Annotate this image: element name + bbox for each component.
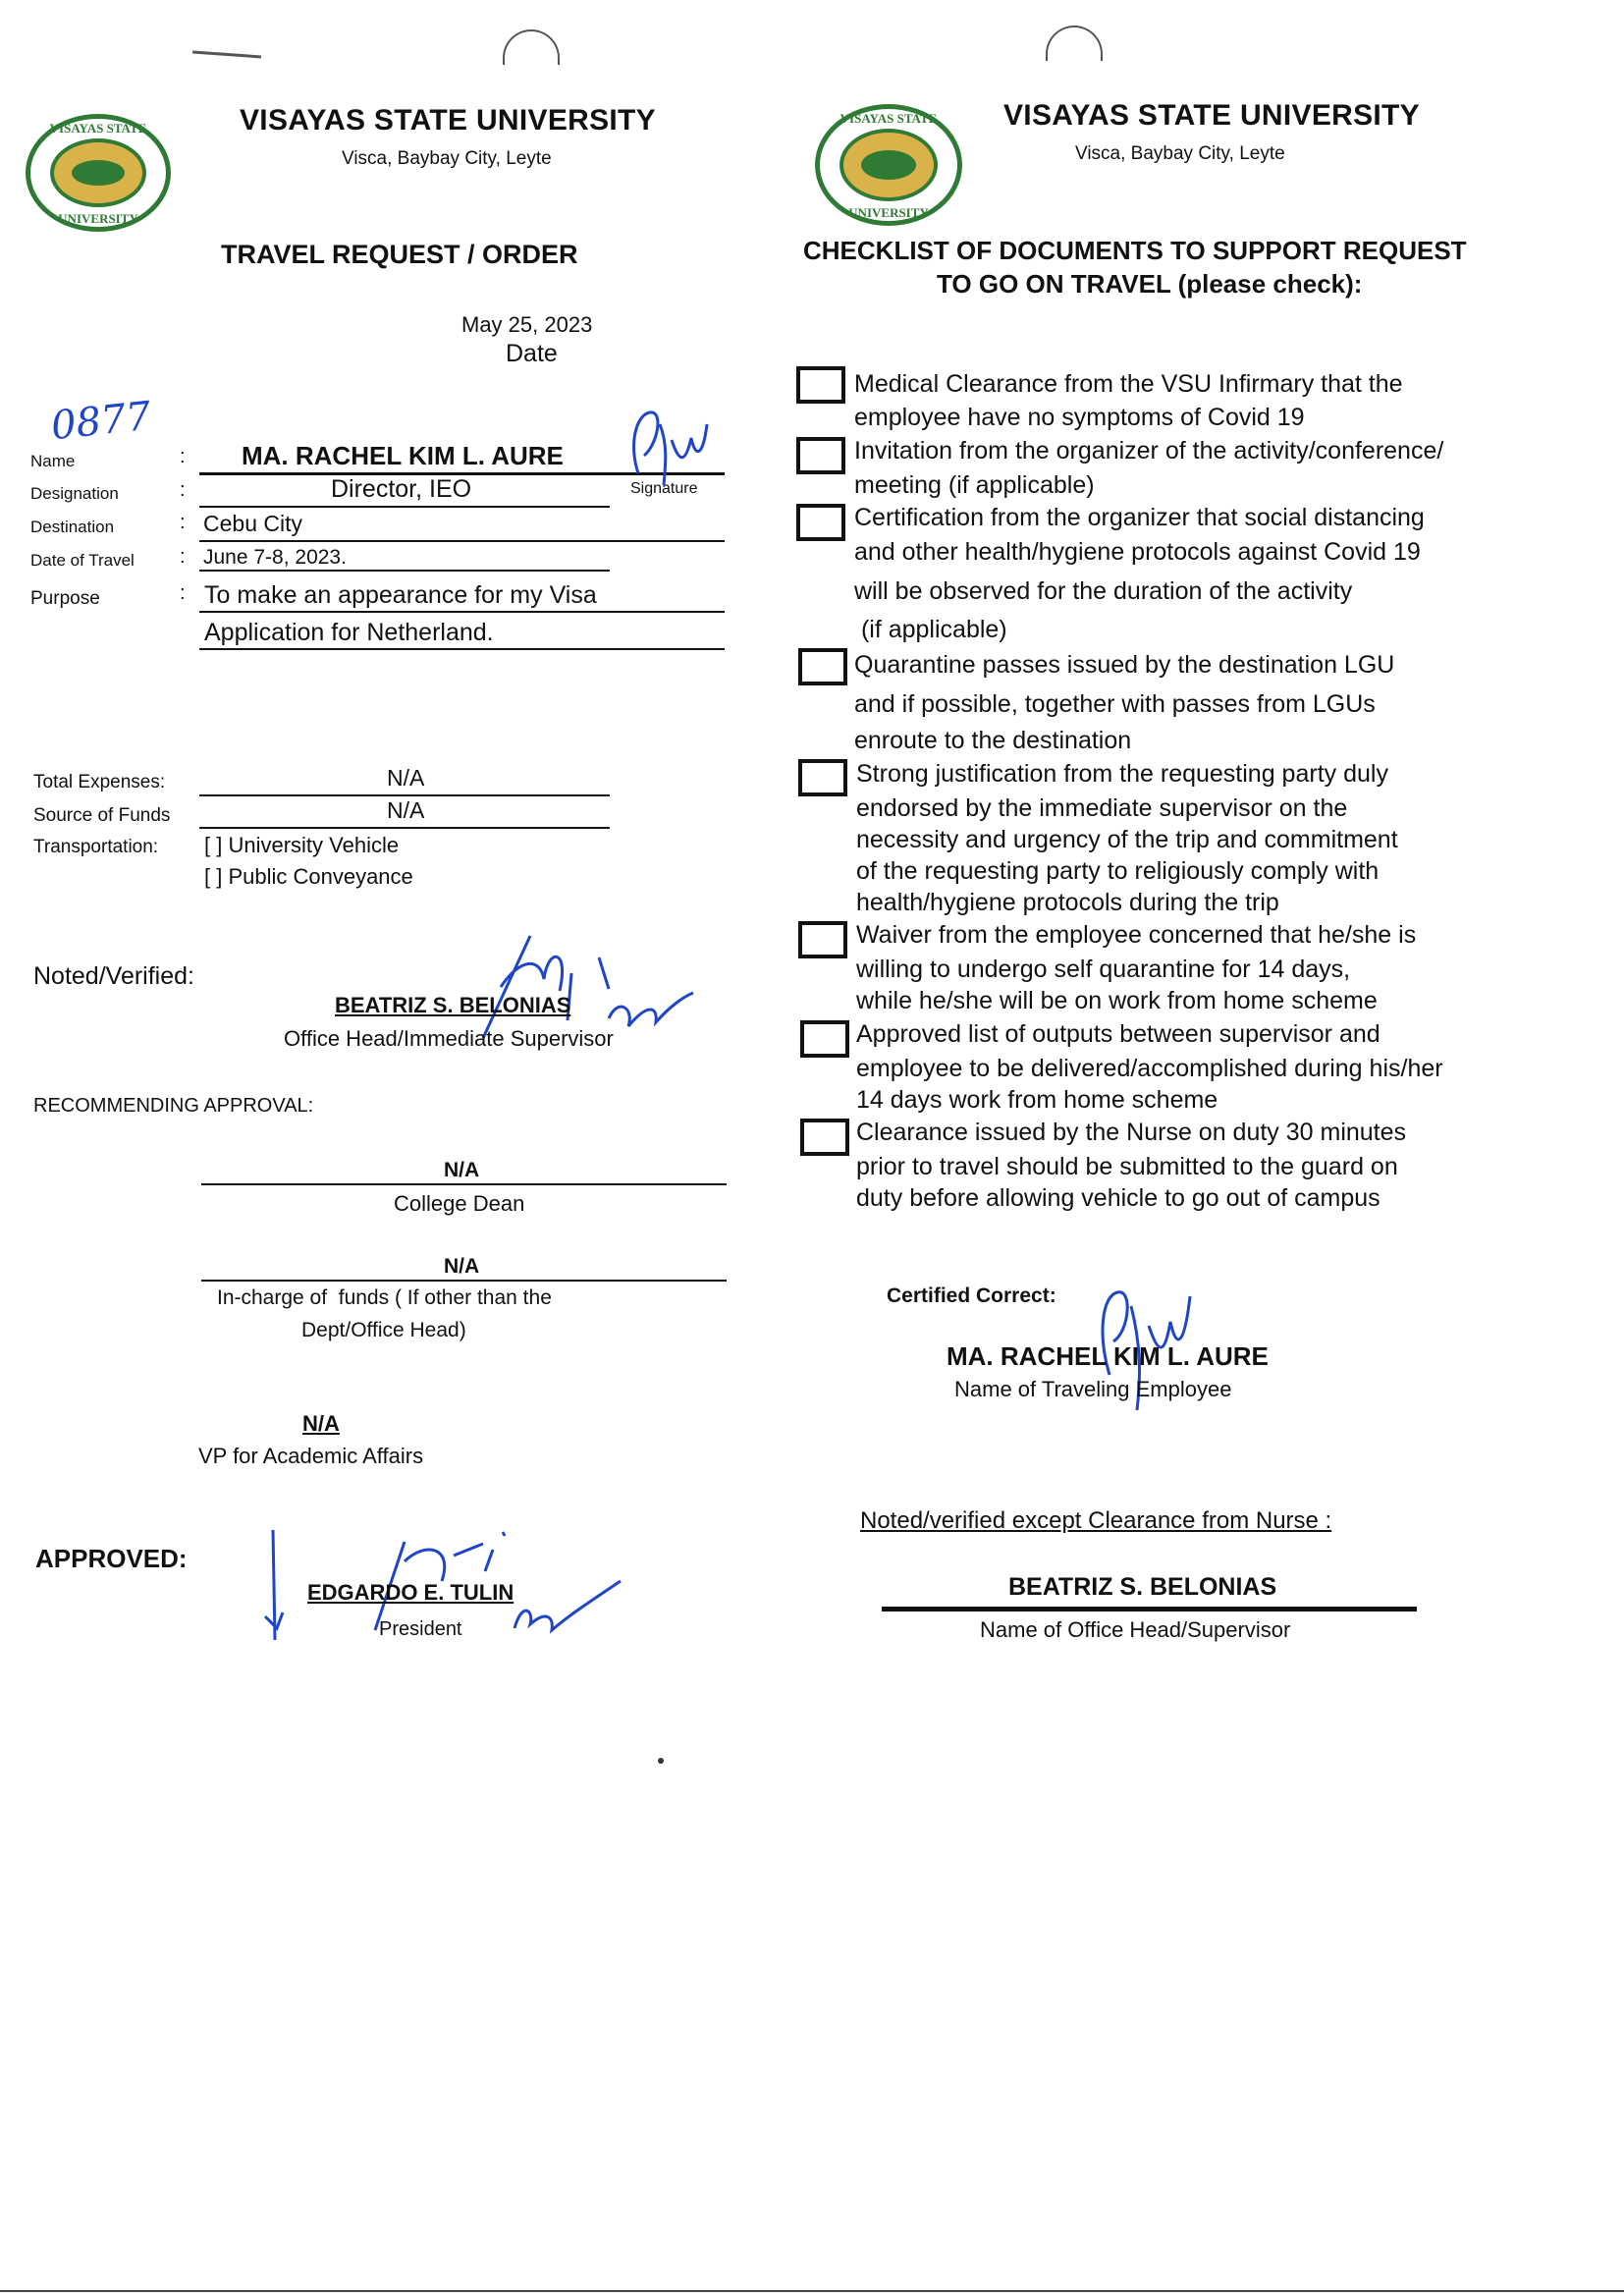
checklist-item-justification-line3: necessity and urgency of the trip and commitment: [856, 826, 1398, 853]
noted-verified-except-label: Noted/verified except Clearance from Nurse :: [860, 1507, 1332, 1534]
checklist-item-quarantine-line1: Quarantine passes issued by the destination LGU: [854, 651, 1395, 679]
checklist-item-medical-line1: Medical Clearance from the VSU Infirmary that the: [854, 370, 1403, 398]
destination-value: Cebu City: [203, 511, 302, 536]
university-name: VISAYAS STATE UNIVERSITY: [240, 104, 656, 137]
checklist-title-line1: CHECKLIST OF DOCUMENTS TO SUPPORT REQUEST: [803, 236, 1467, 265]
seal-top-text: VISAYAS STATE: [839, 111, 938, 126]
checkbox-nurse-clearance[interactable]: [800, 1119, 849, 1156]
checklist-item-waiver-line1: Waiver from the employee concerned that he/she is: [856, 921, 1417, 949]
checklist-item-waiver-line2: willing to undergo self quarantine for 14 days,: [856, 956, 1351, 983]
checklist-item-invitation-line2: meeting (if applicable): [854, 471, 1095, 499]
office-head-name: BEATRIZ S. BELONIAS: [1008, 1573, 1277, 1601]
checklist-item-certification-line1: Certification from the organizer that social distancing: [854, 504, 1425, 531]
university-seal-left: [26, 114, 171, 232]
president-name: EDGARDO E. TULIN: [307, 1580, 514, 1605]
university-name: VISAYAS STATE UNIVERSITY: [1003, 99, 1420, 132]
university-address: Visca, Baybay City, Leyte: [342, 148, 552, 169]
total-expenses-label: Total Expenses:: [33, 772, 166, 792]
colon: :: [180, 512, 186, 533]
transportation-label: Transportation:: [33, 837, 159, 857]
designation-label: Designation: [30, 484, 119, 503]
noted-verified-label: Noted/Verified:: [33, 962, 194, 990]
scan-dot: [658, 1758, 664, 1764]
purpose-line2: Application for Netherland.: [204, 619, 494, 646]
checklist-item-quarantine-line3: enroute to the destination: [854, 727, 1132, 754]
designation-underline: [199, 506, 610, 508]
form-title: TRAVEL REQUEST / ORDER: [221, 240, 578, 269]
approved-label: APPROVED:: [35, 1544, 188, 1573]
checklist-title-line2: TO GO ON TRAVEL (please check):: [937, 269, 1363, 299]
request-date: May 25, 2023: [461, 312, 593, 337]
scan-mark: [192, 51, 261, 59]
total-expenses-value: N/A: [387, 765, 425, 791]
destination-label: Destination: [30, 518, 115, 536]
source-of-funds-value: N/A: [387, 797, 425, 823]
purpose-underline-1: [199, 611, 725, 613]
name-value: MA. RACHEL KIM L. AURE: [242, 441, 564, 470]
transport-option-university-vehicle: [ ] University Vehicle: [204, 833, 400, 857]
colon: :: [180, 479, 186, 501]
handwritten-number: 0877: [48, 393, 153, 450]
checkbox-waiver[interactable]: [798, 921, 847, 958]
signature-label: Signature: [630, 480, 698, 497]
checklist-item-outputs-line3: 14 days work from home scheme: [856, 1086, 1218, 1114]
college-dean-role: College Dean: [394, 1191, 525, 1216]
punch-hole-left: [503, 29, 560, 65]
checkbox-certification[interactable]: [796, 504, 845, 541]
traveling-employee-name: MA. RACHEL KIM L. AURE: [947, 1341, 1269, 1371]
punch-hole-right: [1046, 26, 1103, 61]
checkbox-strong-justification[interactable]: [798, 759, 847, 796]
source-of-funds-underline: [199, 827, 610, 829]
checklist-item-medical-line2: employee have no symptoms of Covid 19: [854, 404, 1305, 431]
checklist-item-nurse-line1: Clearance issued by the Nurse on duty 30 minutes: [856, 1119, 1407, 1146]
checklist-item-justification-line2: endorsed by the immediate supervisor on the: [856, 794, 1348, 822]
seal-bottom-text: UNIVERSITY: [848, 205, 929, 220]
college-dean-value: N/A: [444, 1159, 480, 1181]
colon: :: [180, 582, 186, 604]
date-of-travel-value: June 7-8, 2023.: [203, 546, 347, 569]
checkbox-invitation[interactable]: [796, 437, 845, 474]
certified-correct-label: Certified Correct:: [887, 1284, 1056, 1307]
transport-option-public-conveyance: [ ] Public Conveyance: [204, 864, 413, 889]
president-role: President: [379, 1618, 462, 1640]
checklist-item-waiver-line3: while he/she will be on work from home scheme: [856, 987, 1378, 1014]
checklist-item-nurse-line2: prior to travel should be submitted to the guard on: [856, 1153, 1398, 1180]
checkbox-medical-clearance[interactable]: [796, 366, 845, 404]
vp-academic-role: VP for Academic Affairs: [198, 1444, 424, 1468]
checklist-item-justification-line1: Strong justification from the requesting party duly: [856, 760, 1388, 788]
checklist-item-certification-line3: will be observed for the duration of the activity: [854, 577, 1353, 605]
designation-value: Director, IEO: [331, 475, 472, 503]
destination-underline: [199, 540, 725, 542]
seal-top-text: VISAYAS STATE: [49, 121, 147, 136]
source-of-funds-label: Source of Funds: [33, 805, 171, 826]
checklist-item-justification-line5: health/hygiene protocols during the trip: [856, 889, 1279, 916]
supervisor-role: Office Head/Immediate Supervisor: [284, 1026, 614, 1051]
funds-incharge-role-line2: Dept/Office Head): [301, 1319, 466, 1341]
checklist-item-certification-line2: and other health/hygiene protocols against Covid 19: [854, 538, 1421, 566]
purpose-line1: To make an appearance for my Visa: [204, 581, 597, 609]
purpose-label: Purpose: [30, 588, 100, 609]
employee-signature: [609, 405, 727, 493]
checklist-item-justification-line4: of the requesting party to religiously comply with: [856, 857, 1380, 885]
date-of-travel-label: Date of Travel: [30, 551, 135, 570]
vp-academic-value: N/A: [302, 1411, 340, 1436]
page-bottom-edge: [0, 2290, 1624, 2292]
funds-incharge-role-line1: In-charge of funds ( If other than the: [217, 1286, 552, 1309]
request-date-label: Date: [506, 340, 558, 367]
checklist-item-nurse-line3: duty before allowing vehicle to go out of campus: [856, 1184, 1380, 1212]
colon: :: [180, 446, 186, 467]
seal-bottom-text: UNIVERSITY: [58, 211, 138, 226]
name-label: Name: [30, 452, 76, 470]
checkbox-quarantine-passes[interactable]: [798, 648, 847, 685]
funds-incharge-value: N/A: [444, 1255, 480, 1278]
university-address: Visca, Baybay City, Leyte: [1075, 143, 1285, 164]
total-expenses-underline: [199, 794, 610, 796]
purpose-underline-2: [199, 648, 725, 650]
checklist-item-invitation-line1: Invitation from the organizer of the activity/conference/: [854, 437, 1444, 464]
checkbox-approved-outputs[interactable]: [800, 1020, 849, 1058]
date-of-travel-underline: [199, 570, 610, 572]
funds-incharge-underline: [201, 1280, 727, 1282]
traveling-employee-role: Name of Traveling Employee: [954, 1377, 1232, 1401]
college-dean-underline: [201, 1183, 727, 1185]
office-head-underline: [882, 1607, 1417, 1612]
office-head-role: Name of Office Head/Supervisor: [980, 1617, 1291, 1642]
checklist-item-certification-line4: (if applicable): [854, 616, 1007, 643]
checklist-item-outputs-line1: Approved list of outputs between supervisor and: [856, 1020, 1380, 1048]
checklist-item-outputs-line2: employee to be delivered/accomplished during his/her: [856, 1055, 1443, 1082]
checklist-item-quarantine-line2: and if possible, together with passes from LGUs: [854, 690, 1376, 718]
university-seal-right: [815, 104, 962, 226]
colon: :: [180, 546, 186, 568]
supervisor-name: BEATRIZ S. BELONIAS: [335, 993, 571, 1017]
recommending-approval-label: RECOMMENDING APPROVAL:: [33, 1095, 314, 1117]
